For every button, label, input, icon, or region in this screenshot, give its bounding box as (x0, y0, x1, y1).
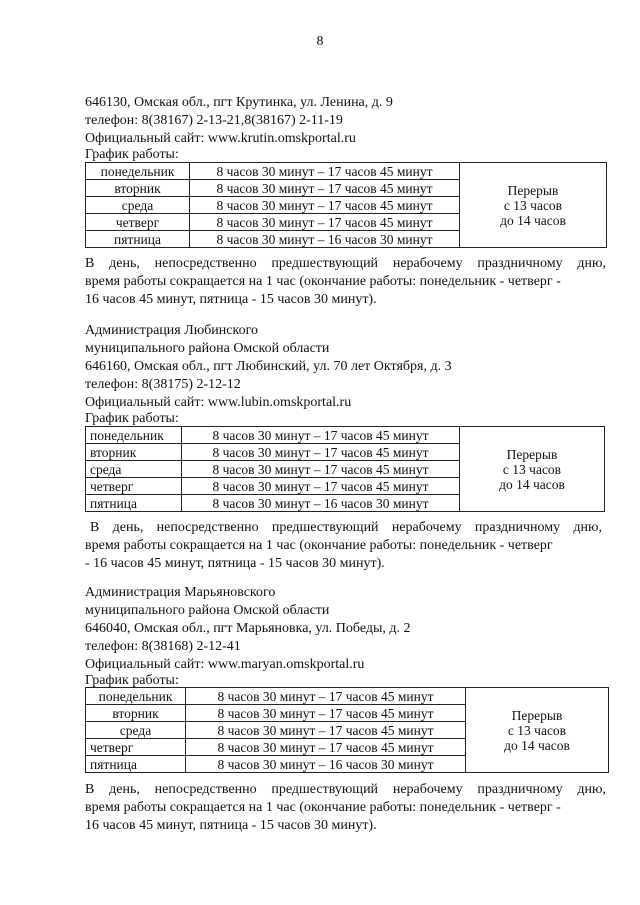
break-to: до 14 часов (500, 212, 566, 228)
break-cell (460, 427, 605, 512)
time-cell: 8 часов 30 минут – 17 часов 45 минут (190, 214, 460, 231)
s1-note-line1: В день, непосредственно предшествующий нерабочему праздничному дню, (85, 256, 606, 271)
s3-org-name: Администрация Марьяновского (85, 585, 276, 600)
s2-org-name: Администрация Любинского (85, 323, 258, 338)
s3-note-line1: В день, непосредственно предшествующий нерабочему праздничному дню, (85, 782, 606, 797)
table-row (86, 427, 605, 444)
time-cell: 8 часов 30 минут – 17 часов 45 минут (186, 705, 466, 722)
s1-phone: телефон: 8(38167) 2-13-21,8(38167) 2-11-19 (85, 113, 343, 128)
s2-org-district: муниципального района Омской области (85, 341, 330, 356)
break-to: до 14 часов (504, 737, 570, 753)
day-cell: четверг (86, 739, 186, 756)
day-cell: вторник (86, 705, 186, 722)
time-cell: 8 часов 30 минут – 17 часов 45 минут (182, 461, 460, 478)
table-row (86, 688, 609, 705)
s3-note-line2: время работы сокращается на 1 час (окончание работы: понедельник - четверг - (85, 800, 561, 815)
s2-address: 646160, Омская обл., пгт Любинский, ул. 70 лет Октября, д. 3 (85, 359, 452, 374)
s2-schedule-table (85, 426, 605, 512)
break-from: с 13 часов (503, 197, 563, 213)
time-cell: 8 часов 30 минут – 17 часов 45 минут (186, 722, 466, 739)
day-cell: среда (86, 722, 186, 739)
break-title: Перерыв (506, 446, 558, 462)
time-cell: 8 часов 30 минут – 17 часов 45 минут (186, 688, 466, 705)
s1-schedule-label: График работы: (85, 147, 179, 162)
time-cell: 8 часов 30 минут – 17 часов 45 минут (182, 427, 460, 444)
break-title: Перерыв (511, 707, 563, 723)
day-cell: вторник (86, 180, 190, 197)
time-cell: 8 часов 30 минут – 17 часов 45 минут (190, 197, 460, 214)
s3-schedule-table (85, 687, 609, 773)
day-cell: понедельник (86, 427, 182, 444)
time-cell: 8 часов 30 минут – 17 часов 45 минут (182, 478, 460, 495)
break-cell (466, 688, 609, 773)
s1-schedule-table (85, 162, 607, 248)
s3-address: 646040, Омская обл., пгт Марьяновка, ул. Победы, д. 2 (85, 621, 411, 636)
break-from: с 13 часов (502, 461, 562, 477)
time-cell: 8 часов 30 минут – 16 часов 30 минут (186, 756, 466, 773)
s2-note-line2: время работы сокращается на 1 час (окончание работы: понедельник - четверг (85, 538, 553, 553)
s1-website: Официальный сайт: www.krutin.omskportal.ru (85, 131, 356, 146)
s2-phone: телефон: 8(38175) 2-12-12 (85, 377, 241, 392)
page-number: 8 (316, 34, 324, 49)
break-title: Перерыв (507, 182, 559, 198)
s3-schedule-label: График работы: (85, 673, 179, 688)
table-row (86, 163, 607, 180)
s2-website: Официальный сайт: www.lubin.omskportal.ru (85, 395, 352, 410)
time-cell: 8 часов 30 минут – 17 часов 45 минут (190, 163, 460, 180)
break-cell (460, 163, 607, 248)
s2-note-line3: - 16 часов 45 минут, пятница - 15 часов 30 минут). (85, 556, 385, 571)
break-to: до 14 часов (499, 476, 565, 492)
s2-schedule-label: График работы: (85, 411, 179, 426)
s1-note-line3: 16 часов 45 минут, пятница - 15 часов 30 минут). (85, 292, 377, 307)
s3-org-district: муниципального района Омской области (85, 603, 330, 618)
time-cell: 8 часов 30 минут – 17 часов 45 минут (190, 180, 460, 197)
break-from: с 13 часов (507, 722, 567, 738)
day-cell: четверг (86, 214, 190, 231)
s3-website: Официальный сайт: www.maryan.omskportal.ru (85, 657, 365, 672)
day-cell: вторник (86, 444, 182, 461)
time-cell: 8 часов 30 минут – 16 часов 30 минут (190, 231, 460, 248)
time-cell: 8 часов 30 минут – 17 часов 45 минут (186, 739, 466, 756)
s3-phone: телефон: 8(38168) 2-12-41 (85, 639, 241, 654)
day-cell: пятница (86, 231, 190, 248)
s1-address: 646130, Омская обл., пгт Крутинка, ул. Ленина, д. 9 (85, 95, 393, 110)
s2-note-line1: В день, непосредственно предшествующий нерабочему праздничному дню, (90, 520, 602, 535)
day-cell: среда (86, 197, 190, 214)
day-cell: четверг (86, 478, 182, 495)
day-cell: понедельник (86, 163, 190, 180)
s1-note-line2: время работы сокращается на 1 час (окончание работы: понедельник - четверг - (85, 274, 561, 289)
time-cell: 8 часов 30 минут – 17 часов 45 минут (182, 444, 460, 461)
time-cell: 8 часов 30 минут – 16 часов 30 минут (182, 495, 460, 512)
day-cell: пятница (86, 756, 186, 773)
day-cell: среда (86, 461, 182, 478)
s3-note-line3: 16 часов 45 минут, пятница - 15 часов 30 минут). (85, 818, 377, 833)
day-cell: пятница (86, 495, 182, 512)
day-cell: понедельник (86, 688, 186, 705)
